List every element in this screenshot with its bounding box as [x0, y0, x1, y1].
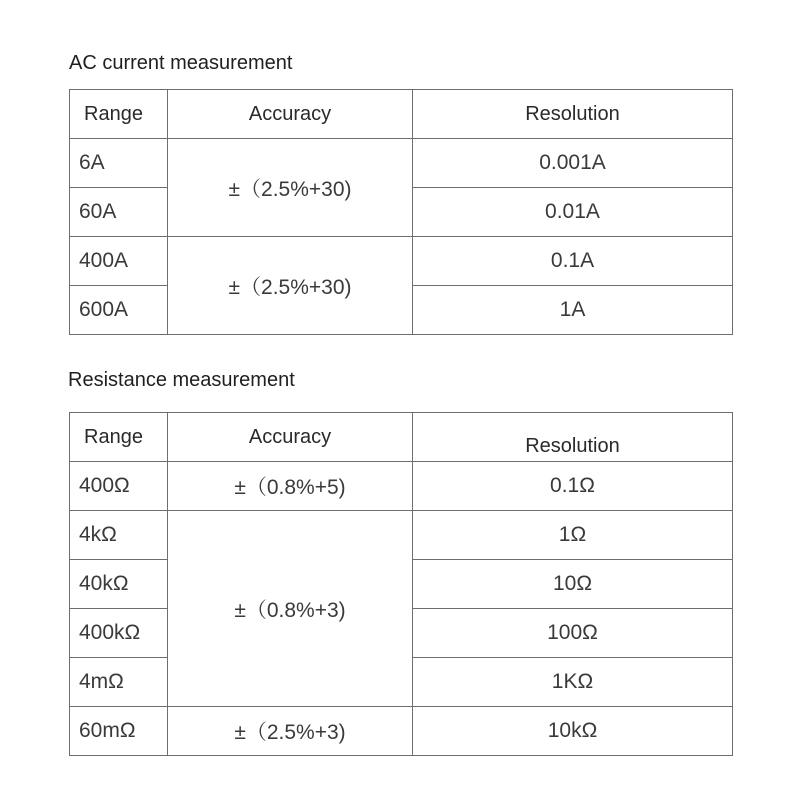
header-resolution	[413, 413, 733, 462]
resistance-table	[69, 412, 733, 756]
header-range: Range	[70, 413, 168, 462]
header-accuracy: Accuracy	[168, 90, 413, 139]
range-cell: 600A	[70, 286, 168, 335]
resolution-cell: 0.1Ω	[413, 462, 733, 511]
header-resolution-label: Resolution	[525, 435, 620, 457]
range-cell: 400kΩ	[70, 609, 168, 658]
ac-current-title: AC current measurement	[69, 52, 293, 74]
resolution-cell: 10Ω	[413, 560, 733, 609]
range-cell: 40kΩ	[70, 560, 168, 609]
accuracy-cell: ±（2.5%+3)	[168, 707, 413, 756]
resolution-cell: 1Ω	[413, 511, 733, 560]
resistance-title: Resistance measurement	[68, 369, 295, 391]
resolution-cell: 1KΩ	[413, 658, 733, 707]
accuracy-cell: ±（2.5%+30)	[168, 237, 413, 335]
range-cell: 60A	[70, 188, 168, 237]
table-row	[70, 139, 733, 188]
range-cell: 400A	[70, 237, 168, 286]
accuracy-cell: ±（0.8%+3)	[168, 511, 413, 707]
range-cell: 6A	[70, 139, 168, 188]
resolution-cell: 1A	[413, 286, 733, 335]
table-row	[70, 462, 733, 511]
resolution-cell: 0.1A	[413, 237, 733, 286]
ac-current-table	[69, 89, 733, 335]
resolution-cell: 0.001A	[413, 139, 733, 188]
table-row	[70, 707, 733, 756]
range-cell: 60mΩ	[70, 707, 168, 756]
range-cell: 4kΩ	[70, 511, 168, 560]
accuracy-cell: ±（2.5%+30)	[168, 139, 413, 237]
resolution-cell: 0.01A	[413, 188, 733, 237]
header-range: Range	[70, 90, 168, 139]
table-row	[70, 511, 733, 560]
header-accuracy: Accuracy	[168, 413, 413, 462]
table-row	[70, 237, 733, 286]
header-resolution: Resolution	[413, 90, 733, 139]
table-header-row	[70, 90, 733, 139]
accuracy-cell: ±（0.8%+5)	[168, 462, 413, 511]
table-header-row	[70, 413, 733, 462]
resolution-cell: 100Ω	[413, 609, 733, 658]
range-cell: 400Ω	[70, 462, 168, 511]
resolution-cell: 10kΩ	[413, 707, 733, 756]
range-cell: 4mΩ	[70, 658, 168, 707]
